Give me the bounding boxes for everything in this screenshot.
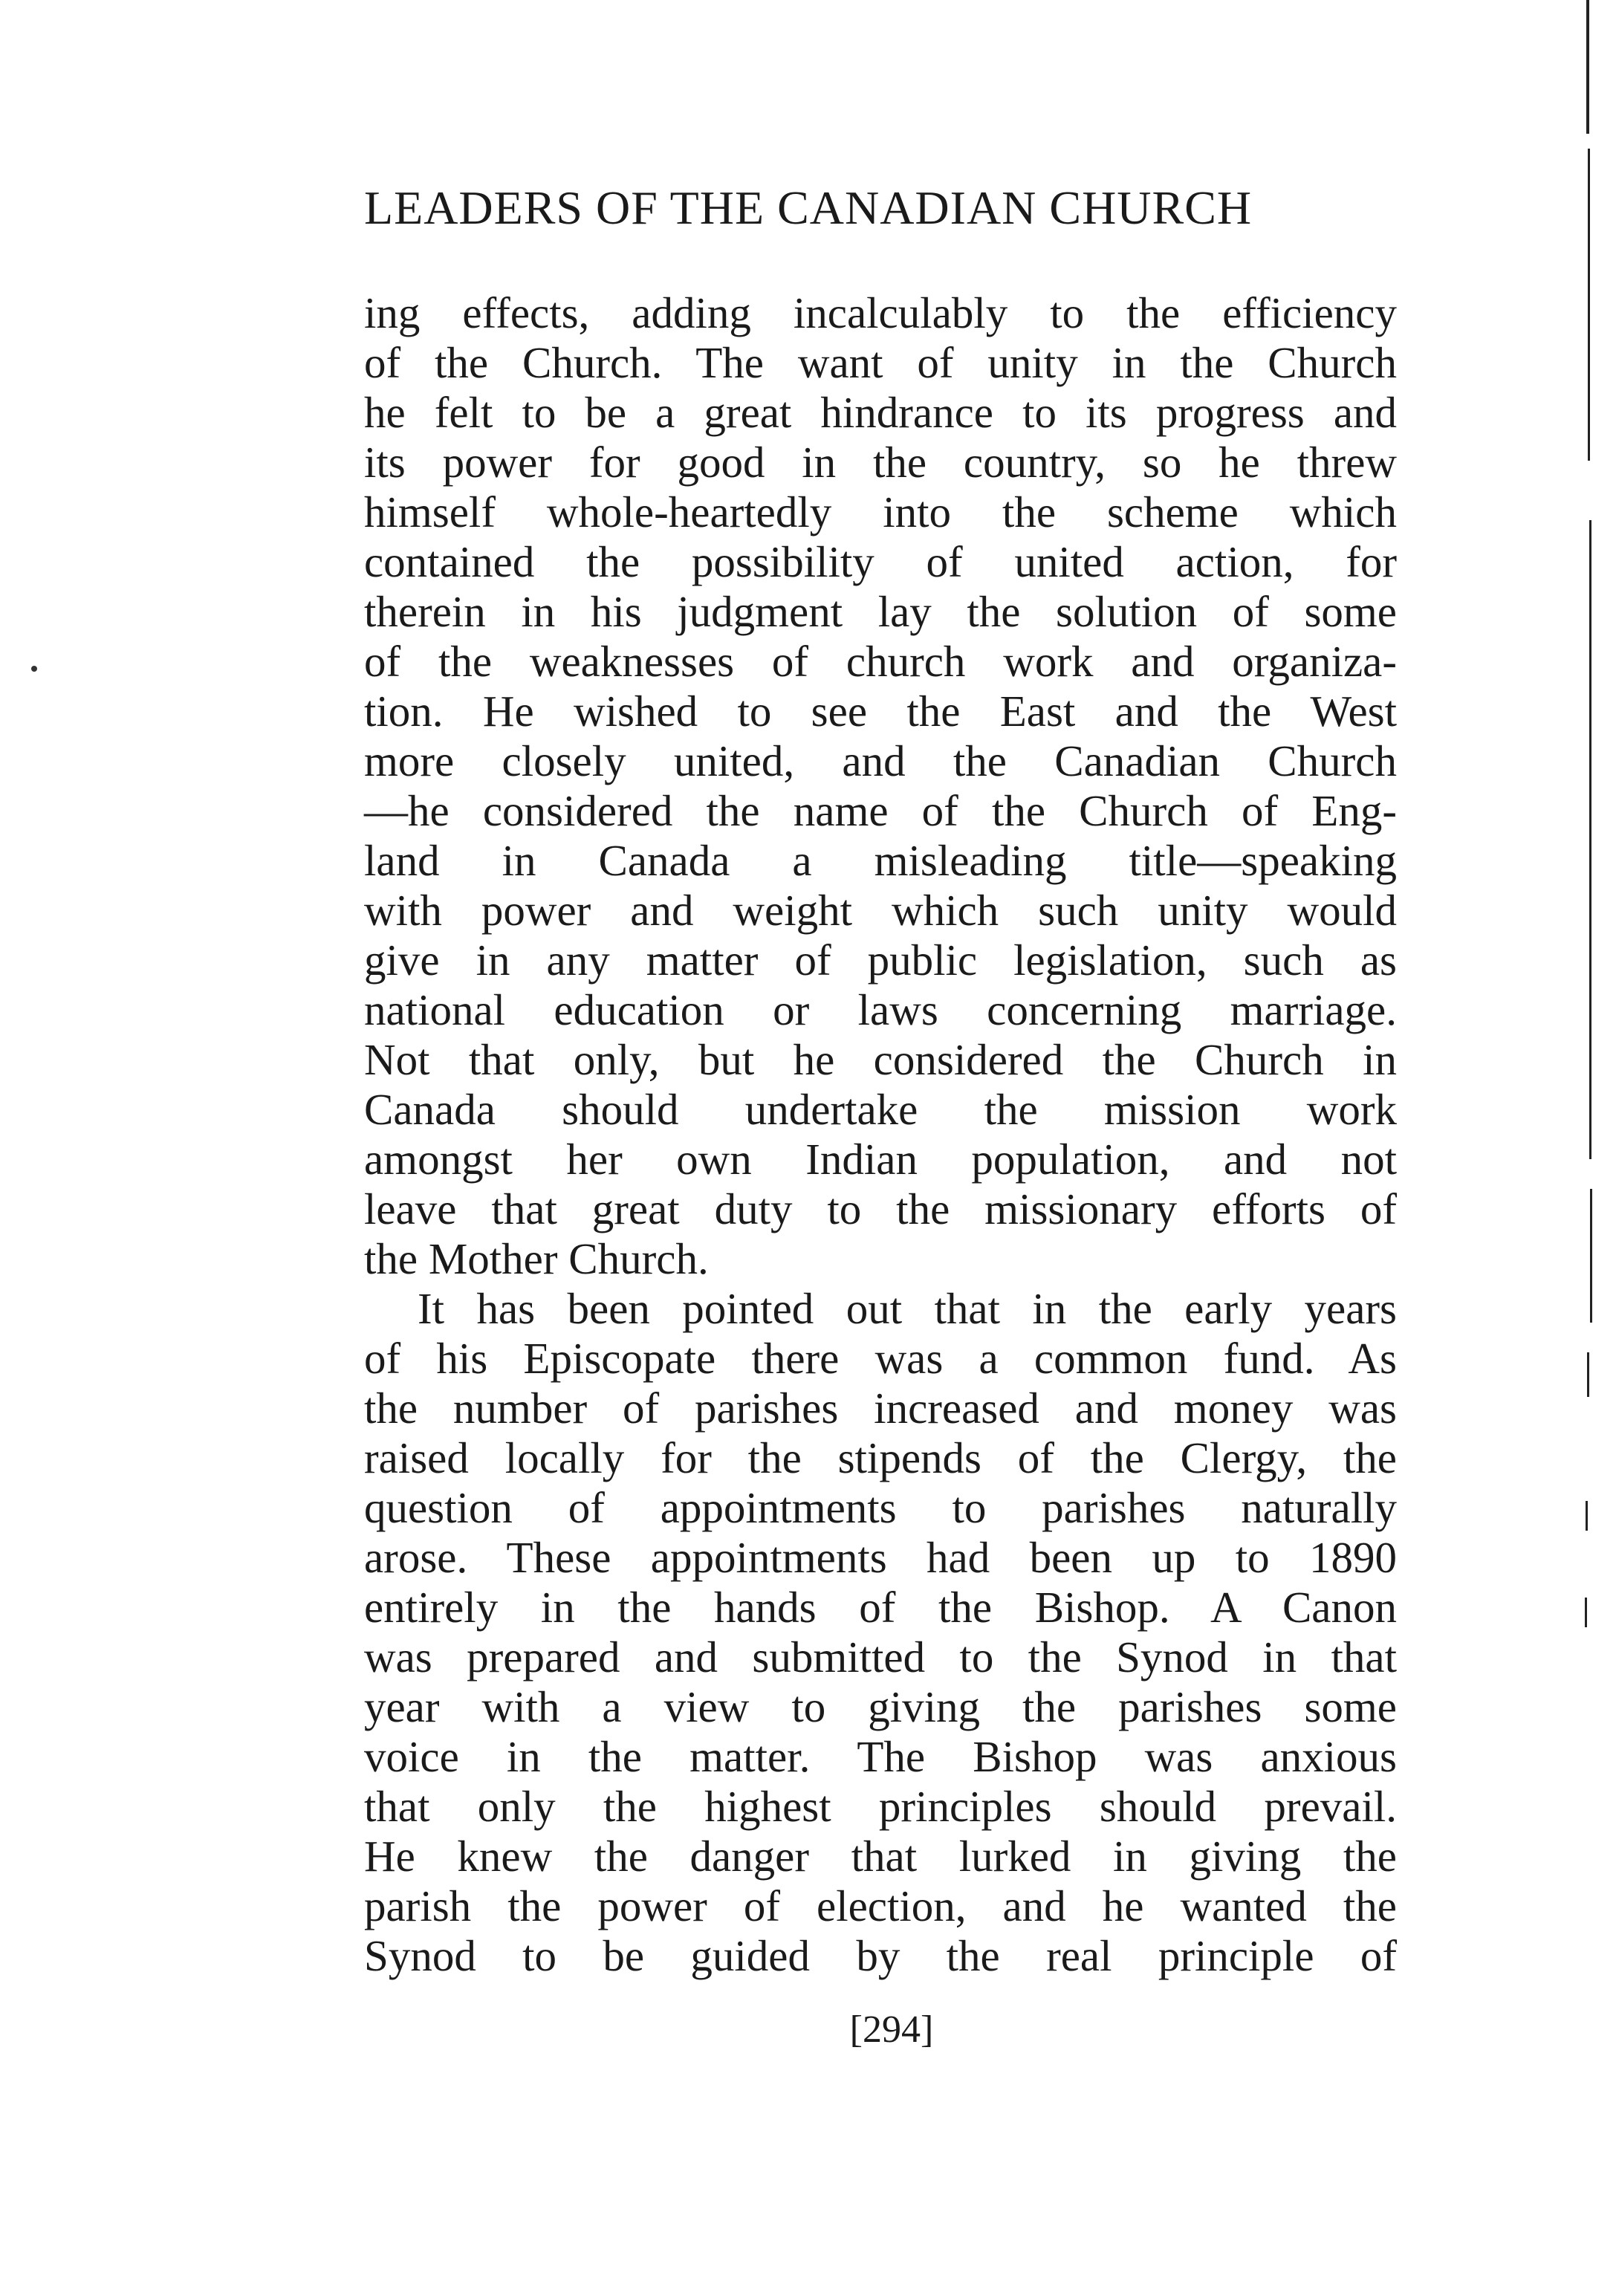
text-line: Synod to be guided by the real principle of (364, 1931, 1397, 1980)
text-line: entirely in the hands of the Bishop. A Canon (364, 1583, 1397, 1632)
text-line: ing effects, adding incalculably to the efficiency (364, 288, 1397, 337)
text-line: Canada should undertake the mission work (364, 1085, 1397, 1134)
text-line: its power for good in the country, so he threw (364, 438, 1397, 487)
text-line: of the Church. The want of unity in the Church (364, 338, 1397, 387)
text-line: the number of parishes increased and money was (364, 1384, 1397, 1433)
scan-edge-mark (1588, 149, 1590, 461)
text-line: with power and weight which such unity would (364, 886, 1397, 935)
text-line: year with a view to giving the parishes some (364, 1682, 1397, 1731)
scan-edge-mark (1587, 1352, 1589, 1397)
text-line: amongst her own Indian population, and not (364, 1135, 1397, 1184)
text-line: arose. These appointments had been up to 1890 (364, 1533, 1397, 1582)
text-line: parish the power of election, and he wanted the (364, 1881, 1397, 1930)
page-number: [294] (849, 2008, 934, 2051)
scan-edge-mark (1590, 1189, 1592, 1323)
text-line: He knew the danger that lurked in giving the (364, 1832, 1397, 1881)
text-line: tion. He wished to see the East and the West (364, 687, 1397, 736)
text-line: Not that only, but he considered the Church in (364, 1035, 1397, 1084)
text-line: of his Episcopate there was a common fund. As (364, 1334, 1397, 1383)
text-line: therein in his judgment lay the solution of some (364, 587, 1397, 636)
text-line: he felt to be a great hindrance to its progress and (364, 388, 1397, 437)
text-line: leave that great duty to the missionary efforts of (364, 1184, 1397, 1233)
scan-edge-mark (1586, 1501, 1588, 1531)
text-line: himself whole-heartedly into the scheme which (364, 487, 1397, 536)
text-line: question of appointments to parishes naturally (364, 1483, 1397, 1532)
scan-edge-mark (1586, 0, 1589, 134)
text-line: national education or laws concerning marriage. (364, 985, 1397, 1034)
text-line: was prepared and submitted to the Synod in that (364, 1632, 1397, 1682)
text-line: —he considered the name of the Church of Eng- (364, 786, 1397, 835)
running-head: LEADERS OF THE CANADIAN CHURCH (364, 181, 1253, 234)
text-line: the Mother Church. (364, 1234, 709, 1283)
text-line: It has been pointed out that in the early years (418, 1284, 1397, 1333)
text-line: of the weaknesses of church work and organiza- (364, 637, 1397, 686)
text-line: more closely united, and the Canadian Church (364, 736, 1397, 785)
scan-speck (31, 666, 37, 672)
text-line: raised locally for the stipends of the Clergy, the (364, 1433, 1397, 1482)
text-line: voice in the matter. The Bishop was anxious (364, 1732, 1397, 1781)
scan-edge-mark (1589, 520, 1591, 1159)
text-line: give in any matter of public legislation, such as (364, 935, 1397, 985)
text-line: land in Canada a misleading title—speaking (364, 836, 1397, 885)
text-line: contained the possibility of united action, for (364, 537, 1397, 586)
text-line: that only the highest principles should prevail. (364, 1782, 1397, 1831)
body-text (364, 288, 1397, 1981)
scan-edge-mark (1585, 1598, 1587, 1627)
